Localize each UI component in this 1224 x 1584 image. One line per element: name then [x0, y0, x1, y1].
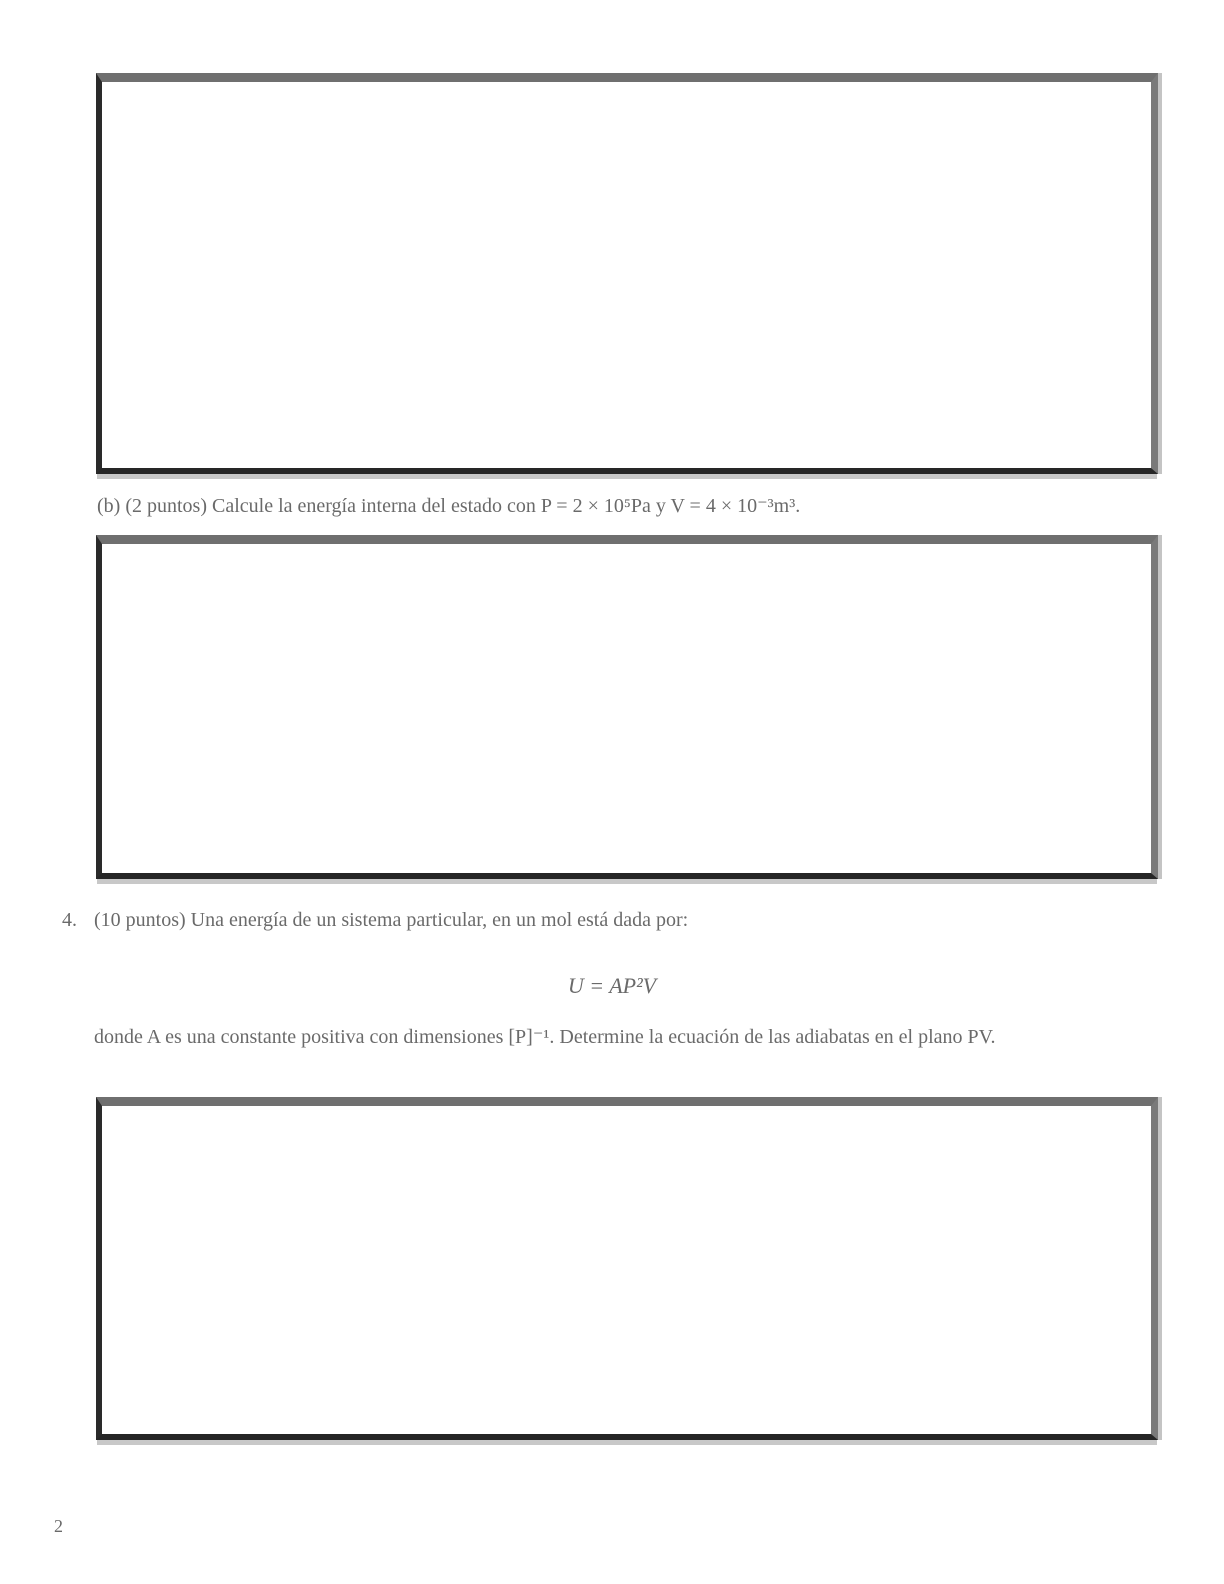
energy-equation: U = AP²V	[567, 973, 657, 998]
answer-box-question-4[interactable]	[96, 1097, 1158, 1440]
answer-box-part-a[interactable]	[96, 73, 1158, 474]
question-4-body: donde A es una constante positiva con dimensiones [P]⁻¹. Determine la ecuación de las adiabatas en el plano PV.	[94, 1026, 996, 1048]
question-4-stem: (10 puntos) Una energía de un sistema particular, en un mol está dada por:	[94, 909, 689, 931]
part-b-prompt: (b) (2 puntos) Calcule la energía interna del estado con P = 2 × 10⁵Pa y V = 4 × 10⁻³m³.	[97, 495, 801, 517]
page-number: 2	[54, 1516, 63, 1536]
question-number: 4.	[62, 909, 77, 931]
question-4	[62, 906, 688, 934]
answer-box-part-b[interactable]	[96, 535, 1158, 879]
